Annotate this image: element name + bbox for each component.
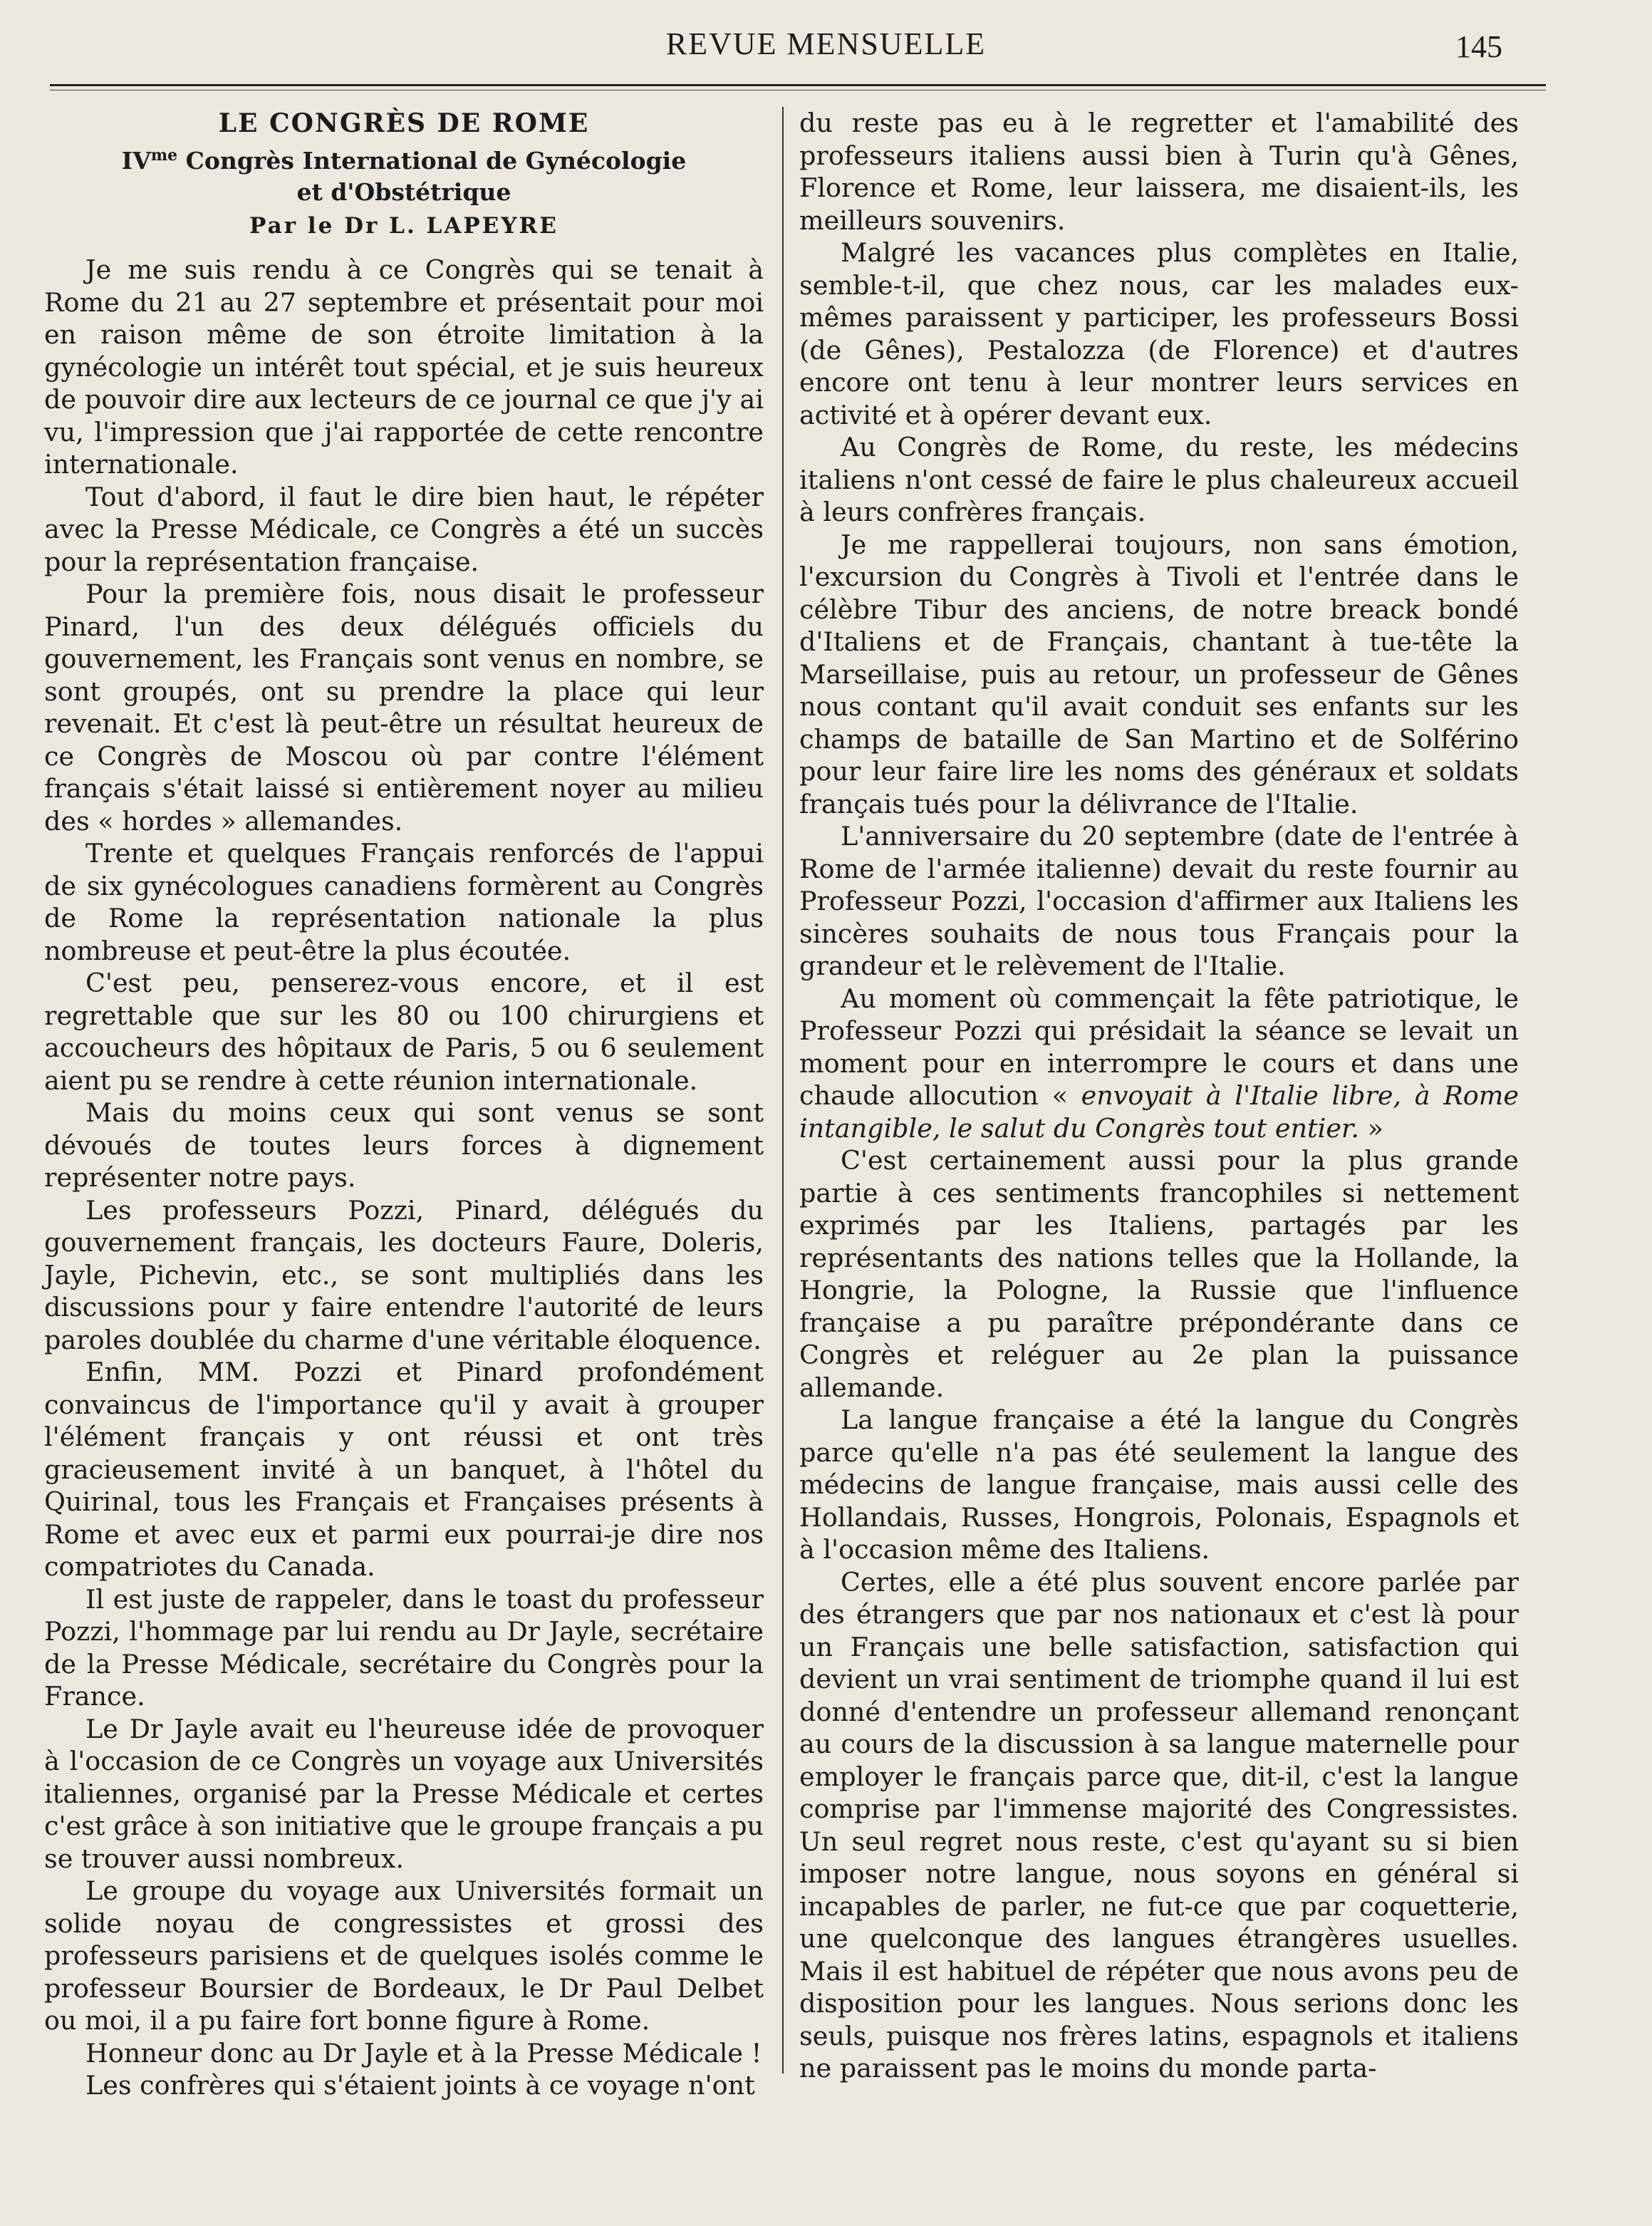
paragraph: Le groupe du voyage aux Universités formait un solide noyau de congressistes et grossi des professeurs parisiens et de quelques isolés comme le professeur Boursier de Bordeaux, le Dr Paul Delbet ou moi, il a pu faire fort bonne figure à Rome.: [44, 1875, 764, 2036]
article-subtitle-line2: et d'Obstétrique: [296, 178, 511, 206]
subtitle-number: IV: [121, 147, 151, 175]
subtitle-rest: Congrès International de Gynécologie: [177, 147, 687, 175]
paragraph: Il est juste de rappeler, dans le toast du professeur Pozzi, l'hommage par lui rendu au Dr Jayle, secrétaire de la Presse Médicale, secrétaire du Congrès pour la France.: [44, 1583, 764, 1712]
paragraph: Le Dr Jayle avait eu l'heureuse idée de provoquer à l'occasion de ce Congrès un voyage aux Universités italiennes, organisé par la Presse Médicale et certes c'est grâce à son initiative que le groupe français a pu se trouver aussi nombreux.: [44, 1713, 764, 1874]
page-number: 145: [1455, 29, 1502, 64]
article-title: LE CONGRÈS DE ROME: [218, 108, 590, 138]
paragraph: Les professeurs Pozzi, Pinard, délégués du gouvernement français, les docteurs Faure, Doleris, Jayle, Pichevin, etc., se sont multipliés dans les discussions pour y faire entendre l'autorité de leurs paroles doublée du charme d'une véritable éloquence.: [44, 1194, 764, 1355]
left-column: [44, 107, 764, 2102]
running-title: REVUE MENSUELLE: [665, 26, 987, 61]
paragraph-text: Au moment où commençait la fête patriotique, le Professeur Pozzi qui présidait la séance se levait un moment pour en interrompre le cours et dans une chaude allocution «: [799, 983, 1519, 1111]
right-column: [799, 107, 1519, 2085]
paragraph: Mais du moins ceux qui sont venus se sont dévoués de toutes leurs forces à dignement représenter notre pays.: [44, 1097, 764, 1193]
paragraph: Je me suis rendu à ce Congrès qui se tenait à Rome du 21 au 27 septembre et présentait pour moi en raison même de son étroite limitation à la gynécologie un intérêt tout spécial, et je suis heureux de pouvoir dire aux lecteurs de ce journal ce que j'y ai vu, l'impression que j'ai rapportée de cette rencontre internationale.: [44, 254, 764, 480]
paragraph: C'est peu, penserez-vous encore, et il est regrettable que sur les 80 ou 100 chirurgiens et accoucheurs des hôpitaux de Paris, 5 ou 6 seulement aient pu se rendre à cette réunion internationale.: [44, 968, 764, 1096]
paragraph: C'est certainement aussi pour la plus grande partie à ces sentiments francophiles si nettement exprimés par les Italiens, partagés par les représentants des nations telles que la Hollande, la Hongrie, la Pologne, la Russie que l'influence française a pu paraître prépondérante dans ce Congrès et reléguer au 2e plan la puissance allemande.: [799, 1145, 1519, 1403]
subtitle-superscript: me: [150, 146, 178, 165]
paragraph: Trente et quelques Français renforcés de l'appui de six gynécologues canadiens formèrent au Congrès de Rome la représentation nationale la plus nombreuse et peut-être la plus écoutée.: [44, 838, 764, 966]
paragraph: Tout d'abord, il faut le dire bien haut, le répéter avec la Presse Médicale, ce Congrès a été un succès pour la représentation française.: [44, 481, 764, 577]
paragraph: Je me rappellerai toujours, non sans émotion, l'excursion du Congrès à Tivoli et l'entrée dans le célèbre Tibur des anciens, de notre breack bondé d'Italiens et de Français, chantant à tue-tête la Marseillaise, puis au retour, un professeur de Gênes nous contant qu'il avait conduit ses enfants sur les champs de bataille de San Martino et de Solférino pour leur faire lire les noms des généraux et soldats français tués pour la délivrance de l'Italie.: [799, 529, 1519, 819]
paragraph: Enfin, MM. Pozzi et Pinard profondément convaincus de l'importance qu'il y avait à grouper l'élément français y ont réussi et ont très gracieusement invité à un banquet, à l'hôtel du Quirinal, tous les Français et Françaises présents à Rome et avec eux et parmi eux pourrai-je dire nos compatriotes du Canada.: [44, 1357, 764, 1582]
paragraph: Pour la première fois, nous disait le professeur Pinard, l'un des deux délégués officiels du gouvernement, les Français sont venus en nombre, se sont groupés, ont su prendre la place qui leur revenait. Et c'est là peut-être un résultat heureux de ce Congrès de Moscou où par contre l'élément français s'était laissé si entièrement noyer au milieu des « hordes » allemandes.: [44, 579, 764, 837]
article-byline: Par le Dr L. LAPEYRE: [249, 213, 559, 239]
paragraph: Honneur donc au Dr Jayle et à la Presse Médicale !: [85, 2037, 762, 2069]
article-subtitle: [44, 140, 764, 177]
quoted-text: envoyait à l'Italie libre, à Rome intangible, le salut du Congrès tout entier.: [799, 1080, 1519, 1144]
paragraph: Malgré les vacances plus complètes en Italie, semble-t-il, que chez nous, car les malades eux-mêmes paraissent y participer, les professeurs Bossi (de Gênes), Pestalozza (de Florence) et d'autres encore ont tenu à leur montrer leurs services en activité et à opérer devant eux.: [799, 237, 1519, 430]
paragraph: La langue française a été la langue du Congrès parce qu'elle n'a pas été seulement la langue des médecins de langue française, mais aussi celle des Hollandais, Russes, Hongrois, Polonais, Espagnols et à l'occasion même des Italiens.: [799, 1404, 1519, 1565]
paragraph: Au Congrès de Rome, du reste, les médecins italiens n'ont cessé de faire le plus chaleureux accueil à leurs confrères français.: [799, 432, 1519, 527]
article-heading: [44, 107, 764, 244]
paragraph: L'anniversaire du 20 septembre (date de l'entrée à Rome de l'armée italienne) devait du reste fournir au Professeur Pozzi, l'occasion d'affirmer aux Italiens les sincères souhaits de nous tous Français pour la grandeur et le relèvement de l'Italie.: [799, 821, 1519, 981]
closing-quote: »: [1359, 1112, 1383, 1144]
paragraph: [799, 983, 1519, 1145]
paragraph: Les confrères qui s'étaient joints à ce voyage n'ont: [85, 2070, 755, 2101]
header-rule: [50, 84, 1546, 86]
paragraph: Certes, elle a été plus souvent encore parlée par des étrangers que par nos nationaux et c'est là pour un Français une belle satisfaction, satisfaction qui devient un vrai sentiment de triomphe quand il lui est donné d'entendre un professeur allemand renonçant au cours de la discussion à sa langue maternelle pour employer le français parce que, dit-il, c'est la langue comprise par l'immense majorité des Congressistes. Un seul regret nous reste, c'est qu'ayant su si bien imposer notre langue, nous soyons en général si incapables de parler, ne fut-ce que par coquetterie, une quelconque des langues étrangères usuelles. Mais il est habituel de répéter que nous avons peu de disposition pour les langues. Nous serions donc les seuls, puisque nos frères latins, espagnols et italiens ne paraissent pas le moins du monde parta-: [799, 1566, 1519, 2083]
column-divider: [782, 107, 784, 2074]
running-head: [0, 21, 1652, 64]
paragraph-continued: du reste pas eu à le regretter et l'amabilité des professeurs italiens aussi bien à Turin qu'à Gênes, Florence et Rome, leur laissera, me disaient-ils, les meilleurs souvenirs.: [799, 108, 1519, 236]
